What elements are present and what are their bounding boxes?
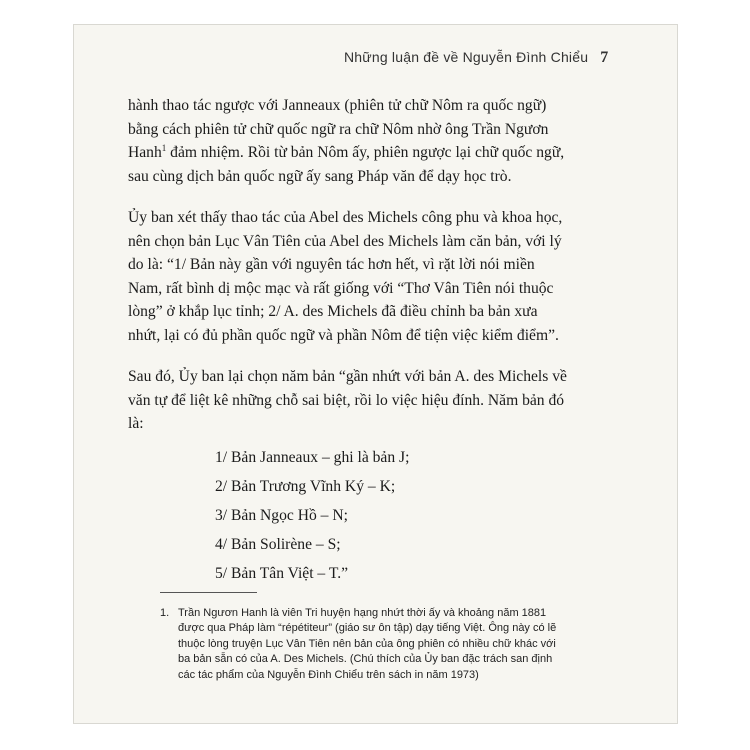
footnote-text: Trần Ngươn Hanh là viên Tri huyện hạng nhứt thời ấy và khoảng năm 1881 được qua Pháp làm “répétiteur” (giáo sư ôn tập) dạy tiếng Việt. Ông này có lẽ thuộc lòng truyện Lục Vân Tiên nên bản của ông phiên có nhiều chữ khác với ba bản sẵn có của A. Des Michels. (Chú thích của Ủy ban đặc trách san định các tác phẩm của Nguyễn Đình Chiểu trên sách in năm 1973) [178, 607, 557, 681]
running-header-title: Những luận đề về Nguyễn Đình Chiểu [344, 49, 589, 65]
list-item: 1/ Bản Janneaux – ghi là bản J; [215, 449, 410, 466]
paragraph-1-text-before: hành thao tác ngược với Janneaux (phiên tử chữ Nôm ra quốc ngữ) bằng cách phiên tử chữ quốc ngữ ra chữ Nôm nhờ ông Trần Ngươn Hanh [128, 97, 549, 161]
paragraph-1 [128, 94, 568, 188]
footnote [160, 606, 560, 683]
footnote-reference: 1 [161, 142, 167, 153]
footnote-number: 1. [160, 607, 170, 619]
list-item: 4/ Bản Solirène – S; [215, 536, 341, 553]
paragraph-1-text-after: đảm nhiệm. Rồi từ bản Nôm ấy, phiên ngược lại chữ quốc ngữ, sau cùng dịch bản quốc ngữ ấy sang Pháp văn để dạy học trò. [128, 144, 565, 185]
body-text [128, 94, 568, 436]
list-item: 5/ Bản Tân Việt – T.” [215, 565, 349, 582]
list-item: 2/ Bản Trương Vĩnh Ký – K; [215, 478, 396, 495]
paragraph-2: Ủy ban xét thấy thao tác của Abel des Michels công phu và khoa học, nên chọn bản Lục Vân Tiên của Abel des Michels làm căn bản, với lý do là: “1/ Bản này gần với nguyên tác hơn hết, vì rặt lời nói miền Nam, rất bình dị mộc mạc và rất giống với “Thơ Vân Tiên nói thuộc lòng” ở khắp lục tỉnh; 2/ A. des Michels đã điều chỉnh ba bản xưa nhứt, lại có đủ phần quốc ngữ và phần Nôm để tiện việc kiểm điểm”. [128, 209, 563, 344]
paragraph-3: Sau đó, Ủy ban lại chọn năm bản “gần nhứt với bản A. des Michels về văn tự để liệt kê những chỗ sai biệt, rồi lo việc hiệu đính. Năm bản đó là: [128, 368, 567, 432]
running-header [344, 49, 644, 73]
list-item: 3/ Bản Ngọc Hồ – N; [215, 507, 348, 524]
edition-list [215, 443, 535, 588]
footnote-divider [160, 592, 257, 593]
page-number: 7 [600, 49, 609, 66]
